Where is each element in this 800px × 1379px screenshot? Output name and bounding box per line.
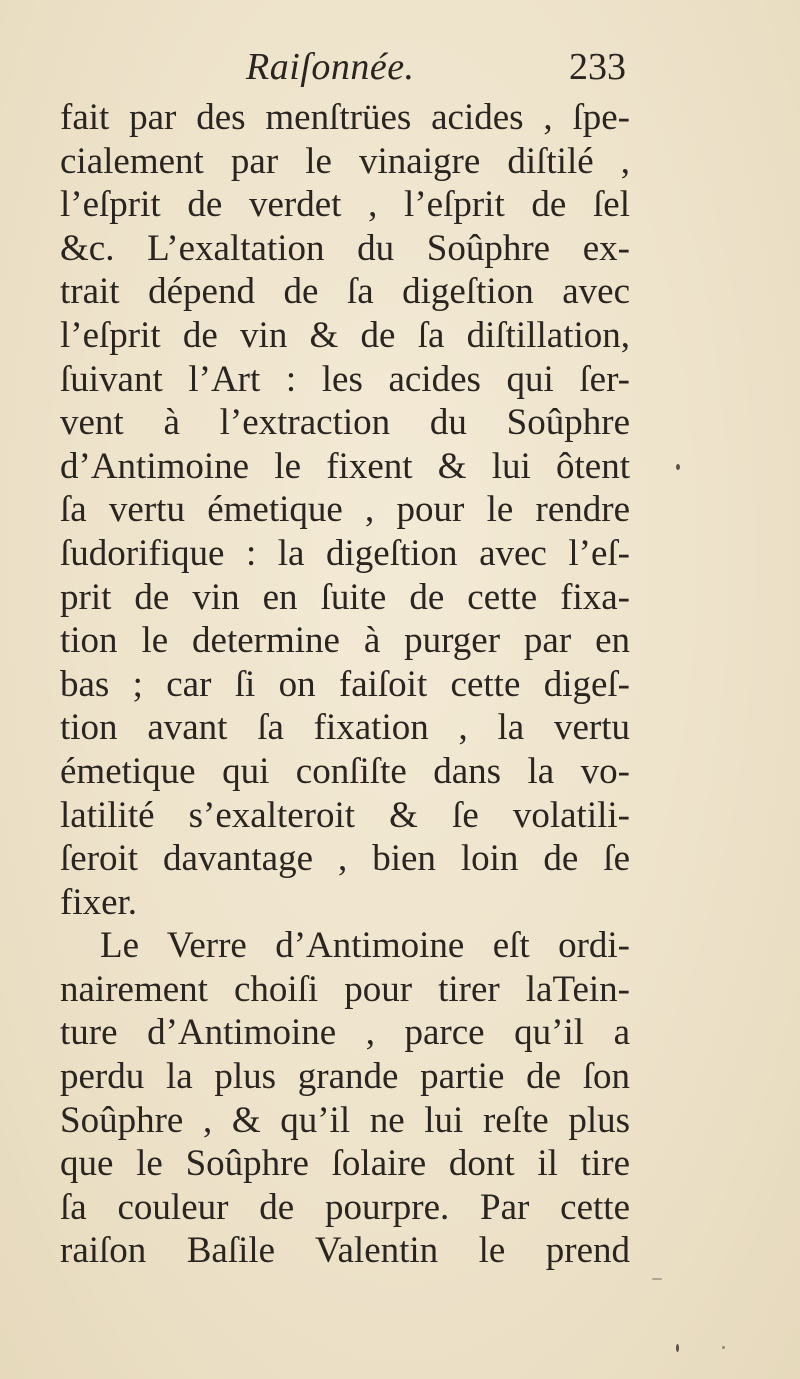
ink-speck [676,1344,679,1352]
text-line: ſuivant l’Art : les acides qui ſer- [60,358,630,400]
text-line: ſeroit davantage , bien loin de ſe [60,838,630,880]
text-line: ſudorifique : la digeſtion avec l’eſ- [60,532,630,574]
running-head [60,42,630,92]
text-line: cialement par le vinaigre diſtilé , [60,140,630,182]
text-line: vent à l’extraction du Soûphre [60,402,630,444]
paragraph-end-line: fixer. [60,881,138,923]
text-line: tion avant ſa fixation , la vertu [60,707,630,749]
text-line: fait par des menſtrües acides , ſpe- [60,97,630,138]
text-line: que le Soûphre ſolaire dont il tire [60,1143,630,1185]
text-line: bas ; car ſi on faiſoit cette digeſ- [60,663,630,705]
text-line: émetique qui conſiſte dans la vo- [60,750,630,792]
text-line: &c. L’exaltation du Soûphre ex- [60,227,630,269]
ink-speck [652,1278,662,1280]
text-line: prit de vin en ſuite de cette fixa- [60,576,630,618]
running-title: Raiſonnée. [246,46,415,88]
text-line: perdu la plus grande partie de ſon [60,1056,630,1098]
text-line: raiſon Baſile Valentin le prend [60,1230,630,1272]
text-line: ture d’Antimoine , parce qu’il a [60,1012,630,1054]
text-line: Soûphre , & qu’il ne lui reſte plus [60,1099,630,1141]
text-line: d’Antimoine le fixent & lui ôtent [60,445,630,487]
text-line: l’eſprit de verdet , l’eſprit de ſel [60,184,630,226]
text-line: l’eſprit de vin & de ſa diſtillation, [60,314,630,356]
text-line: ſa couleur de pourpre. Par cette [60,1186,630,1228]
ink-speck [676,464,680,470]
ink-speck [722,1346,725,1349]
page-number: 233 [569,46,626,88]
text-line: nairement choiſi pour tirer laTein- [60,968,630,1010]
paragraph-start-line: Le Verre d’Antimoine eſt ordi- [100,925,630,967]
text-line: tion le determine à purger par en [60,620,630,662]
body-text [60,96,630,1273]
text-line: latilité s’exalteroit & ſe volatili- [60,794,630,836]
text-line: trait dépend de ſa digeſtion avec [60,271,630,313]
text-line: ſa vertu émetique , pour le rendre [60,489,630,531]
